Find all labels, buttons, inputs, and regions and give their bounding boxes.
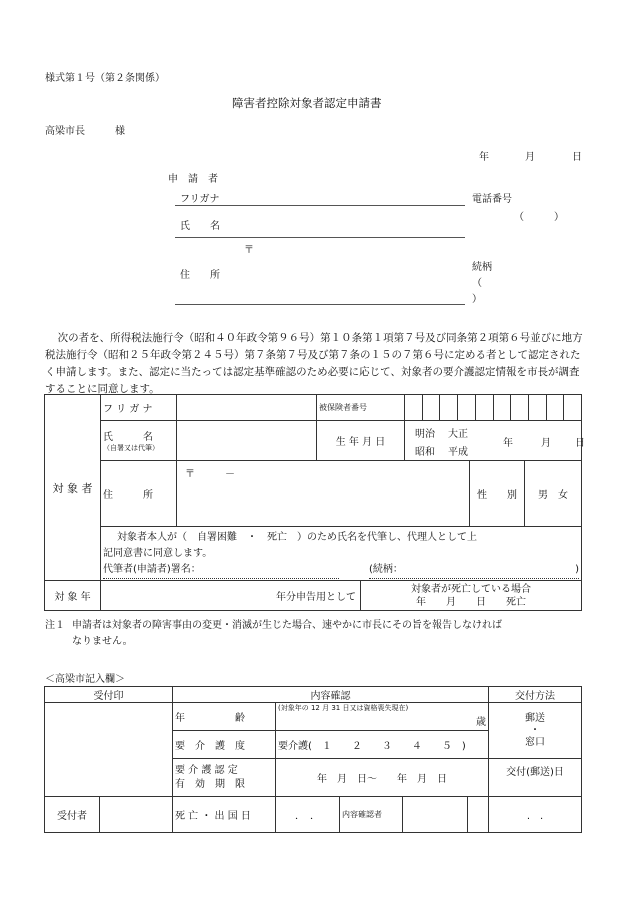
insured-number-label: 被保険者番号 [317, 395, 405, 421]
applicant-name-line[interactable] [175, 237, 465, 238]
death-value[interactable]: ． ． [276, 797, 340, 833]
subject-address-input[interactable] [177, 461, 470, 527]
care-level-options[interactable]: 要介護( １ ２ ３ ４ ５ ) [276, 731, 489, 759]
era-taisho[interactable]: 大正 [448, 428, 468, 440]
checker-extra[interactable] [468, 797, 489, 833]
proxy-relation-field[interactable] [369, 562, 579, 579]
subject-furigana-label: フ リ ガ ナ [101, 395, 177, 421]
addressee: 高梁市長 様 [45, 126, 125, 137]
note-line-2: なりません。 [72, 636, 133, 647]
office-heading: ＜高梁市記入欄＞ [45, 674, 125, 685]
subject-name-input[interactable] [177, 421, 317, 461]
applicant-name-label: 氏 名 [180, 221, 220, 232]
deceased-cell[interactable] [361, 581, 582, 611]
target-year-input[interactable] [101, 581, 361, 611]
subject-name-label: 氏 名 [103, 432, 153, 443]
proxy-signature-label: 代筆者(申請者)署名： [103, 564, 201, 575]
subject-table [44, 394, 585, 611]
office-table [44, 686, 582, 833]
applicant-address-label: 住 所 [180, 270, 220, 281]
proxy-statement-cell [101, 527, 582, 581]
delivery-mail[interactable]: 郵送 [525, 712, 545, 724]
delivery-date-value[interactable]: . . [489, 797, 582, 833]
era-showa[interactable]: 昭和 [415, 446, 435, 458]
target-year-label: 対 象 年 [45, 581, 101, 611]
applicant-furigana-line[interactable] [175, 205, 465, 206]
subject-furigana-input[interactable] [177, 395, 317, 421]
receiver-input[interactable] [100, 797, 173, 833]
receipt-stamp-area[interactable] [45, 703, 173, 797]
delivery-dot: ・ [530, 724, 540, 736]
death-label: 死 亡 ・ 出 国 日 [173, 797, 276, 833]
declaration-text: 次の者を、所得税法施行令（昭和４０年政令第９６号）第１０条第１項第７号及び同条第２項第６号並びに地方税法施行令（昭和２５年政令第２４５号）第７条第７号及び第７条の１５の７第６号に定める者として認定されたく申請します。また、認定に当たっては認定基準確認のため必要に応じて、対象者の要介護認定情報を市長が調査することに同意します。 [45, 332, 583, 395]
phone-label: 電話番号 [472, 194, 512, 205]
delivery-header: 交付方法 [489, 687, 582, 703]
birth-year-label: 年 [503, 437, 513, 449]
relation-open: （ [472, 278, 482, 289]
receiver-label: 受付者 [45, 797, 100, 833]
care-level-label: 要 介 護 度 [173, 731, 276, 759]
proxy-signature-field[interactable] [103, 562, 339, 579]
delivery-method-cell[interactable] [489, 703, 582, 759]
gender-label: 性 別 [470, 461, 525, 527]
subject-name-note: （自署又は代筆） [103, 444, 159, 452]
delivery-date-label: 交付(郵送)日 [489, 759, 582, 797]
applicant-furigana-label: フリガナ [180, 194, 220, 205]
delivery-window[interactable]: 窓口 [525, 736, 545, 748]
birth-month-label: 月 [541, 437, 551, 449]
date-month-label: 月 [525, 152, 535, 163]
proxy-line-2: 記同意書に同意します。 [103, 548, 213, 559]
content-header: 内容確認 [173, 687, 489, 703]
proxy-line-1: 対象者本人が（ 自署困難 ・ 死亡 ）のため氏名を代筆し、代理人として上 [117, 532, 477, 543]
form-number: 様式第１号（第２条関係） [45, 73, 165, 84]
date-day-label: 日 [572, 152, 582, 163]
note-line-1: 申請者は対象者の障害事由の変更・消滅が生じた場合、速やかに市長にその旨を報告しなければ [72, 620, 502, 631]
gender-options[interactable]: 男 女 [525, 461, 582, 527]
subject-postal: 〒 － [185, 469, 235, 480]
subject-section-label: 対 象 者 [45, 395, 101, 581]
deceased-label: 対象者が死亡している場合 [411, 583, 531, 595]
note-label: 注１ [45, 620, 65, 631]
proxy-relation-label: (続柄： [369, 564, 403, 575]
birth-day-label: 日 [575, 437, 585, 449]
applicant-postal-mark: 〒 [244, 245, 254, 256]
age-label: 年 齢 [173, 703, 276, 731]
age-unit: 歳 [476, 717, 486, 728]
applicant-heading: 申 請 者 [168, 174, 218, 185]
era-meiji[interactable]: 明治 [415, 428, 435, 440]
deceased-date: 年 月 日 死亡 [416, 596, 526, 608]
age-note: (対象年の 12 月 31 日又は資格喪失現在) [278, 704, 409, 712]
annual-note: 年分申告用として [276, 592, 356, 603]
relation-close: ） [472, 294, 482, 305]
care-period-label-cell [173, 759, 276, 797]
insured-number-boxes[interactable] [405, 395, 582, 421]
age-cell[interactable] [276, 703, 489, 731]
receipt-header: 受付印 [45, 687, 173, 703]
checker-cell[interactable] [340, 797, 468, 833]
subject-address-label: 住 所 [101, 461, 177, 527]
birthdate-label: 生 年 月 日 [317, 421, 405, 461]
proxy-relation-close: ) [575, 564, 580, 575]
era-heisei[interactable]: 平成 [448, 446, 468, 458]
checker-label: 内容確認者 [340, 797, 403, 832]
applicant-address-line[interactable] [175, 304, 465, 305]
date-year-label: 年 [479, 152, 489, 163]
page-title: 障害者控除対象者認定申請書 [232, 96, 382, 110]
birthdate-cell[interactable] [405, 421, 585, 461]
care-period-label-1: 要 介 護 認 定 [175, 764, 238, 776]
care-period-label-2: 有 効 期 限 [175, 778, 245, 790]
subject-name-label-cell [101, 421, 177, 461]
care-period-value[interactable]: 年 月 日～ 年 月 日 [276, 759, 489, 797]
phone-parens[interactable]: （ ） [514, 212, 564, 223]
relation-label: 続柄 [472, 262, 492, 273]
